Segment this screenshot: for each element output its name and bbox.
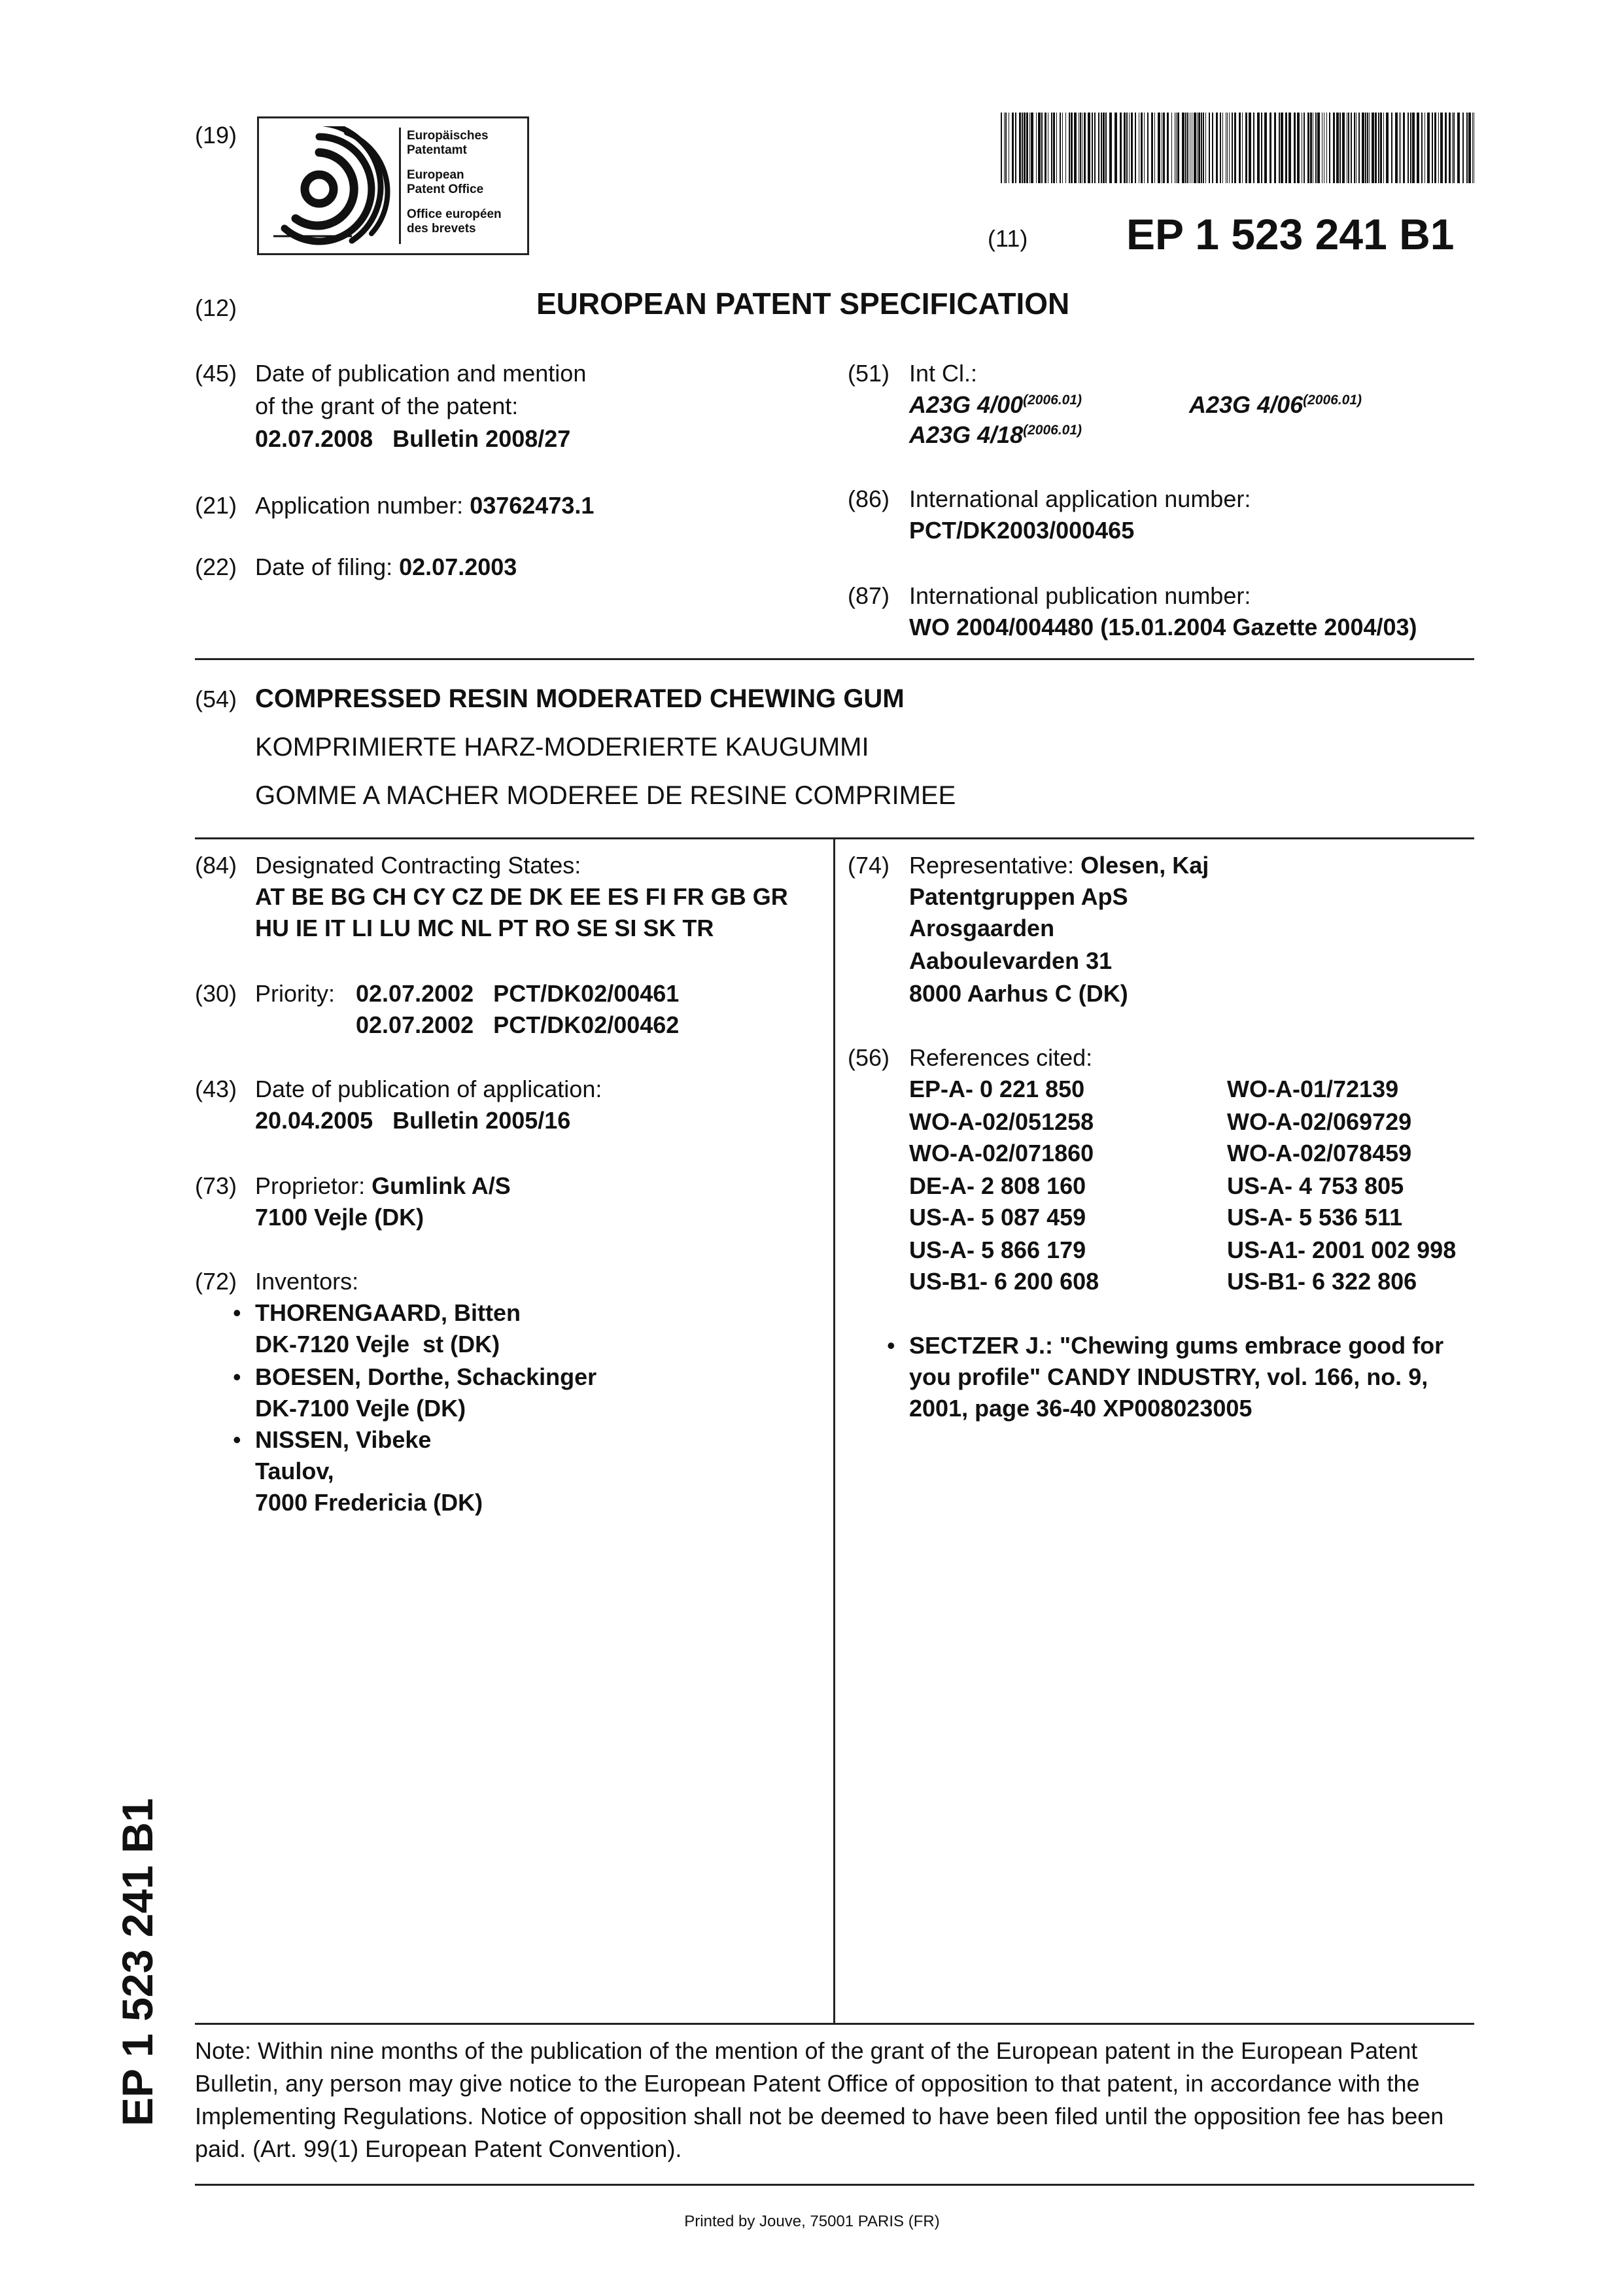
barcode-bar bbox=[1126, 113, 1128, 183]
representative-label: Representative: bbox=[909, 852, 1081, 879]
title-de: KOMPRIMIERTE HARZ-MODERIERTE KAUGUMMI bbox=[255, 733, 869, 762]
ipc-code: A23G 4/06 bbox=[1189, 391, 1304, 418]
application-publication-label: Date of publication of application: bbox=[255, 1076, 602, 1102]
barcode-bar bbox=[1185, 113, 1186, 183]
barcode-bar bbox=[1336, 113, 1339, 183]
proprietor-address: 7100 Vejle (DK) bbox=[255, 1204, 424, 1231]
barcode-bar bbox=[1198, 113, 1200, 183]
representative-line: 8000 Aarhus C (DK) bbox=[909, 980, 1128, 1007]
inventors-label: Inventors: bbox=[255, 1268, 359, 1295]
barcode-bar bbox=[1131, 113, 1133, 183]
divider bbox=[195, 2023, 1474, 2025]
barcode-bar bbox=[1229, 113, 1230, 183]
barcode-bar bbox=[1242, 113, 1243, 183]
barcode-bar bbox=[1209, 113, 1210, 183]
npl-reference-line: 2001, page 36-40 XP008023005 bbox=[909, 1395, 1253, 1422]
barcode-bar bbox=[1124, 113, 1126, 183]
barcode-bar bbox=[1019, 113, 1021, 183]
inid-12: (12) bbox=[195, 294, 237, 321]
barcode-bar bbox=[1354, 113, 1355, 183]
divider bbox=[195, 2184, 1474, 2186]
inventor-name: NISSEN, Vibeke bbox=[255, 1426, 432, 1453]
barcode-bar bbox=[1253, 113, 1254, 183]
side-publication-number: EP 1 523 241 B1 bbox=[113, 1798, 162, 2126]
inid-21: (21) bbox=[195, 492, 237, 519]
barcode-bar bbox=[1317, 113, 1320, 183]
inid-19: (19) bbox=[195, 122, 237, 149]
ipc-label: Int Cl.: bbox=[909, 360, 978, 387]
barcode-bar bbox=[1452, 113, 1453, 183]
designated-states-label: Designated Contracting States: bbox=[255, 852, 581, 879]
barcode-bar bbox=[1062, 113, 1063, 183]
barcode-bar bbox=[1114, 113, 1117, 183]
ipc-version: (2006.01) bbox=[1023, 423, 1082, 438]
barcode-bar bbox=[1222, 113, 1223, 183]
priority-label: Priority: bbox=[255, 980, 336, 1007]
reference: US-A1- 2001 002 998 bbox=[1227, 1236, 1457, 1263]
barcode-bar bbox=[1369, 113, 1370, 183]
barcode-bar bbox=[1038, 113, 1041, 183]
inventor-address: DK-7120 Vejle st (DK) bbox=[255, 1331, 500, 1358]
barcode-bar bbox=[1285, 113, 1287, 183]
inid-87: (87) bbox=[848, 582, 890, 609]
intl-publication-value: WO 2004/004480 (15.01.2004 Gazette 2004/03) bbox=[909, 614, 1417, 640]
bullet-icon: • bbox=[887, 1332, 895, 1359]
barcode-bar bbox=[1004, 113, 1005, 183]
barcode-bar bbox=[1245, 113, 1247, 183]
barcode-bar bbox=[1399, 113, 1400, 183]
barcode bbox=[1001, 113, 1475, 183]
reference: EP-A- 0 221 850 bbox=[909, 1076, 1085, 1102]
office-name-fr bbox=[407, 207, 502, 236]
barcode-bar bbox=[1129, 113, 1130, 183]
barcode-bar bbox=[1438, 113, 1439, 183]
barcode-bar bbox=[1457, 113, 1460, 183]
barcode-bar bbox=[1307, 113, 1309, 183]
note-line: paid. (Art. 99(1) European Patent Convention). bbox=[195, 2135, 682, 2162]
inid-54: (54) bbox=[195, 686, 237, 712]
barcode-bar bbox=[1026, 113, 1028, 183]
barcode-bar bbox=[1395, 113, 1398, 183]
reference: WO-A-02/071860 bbox=[909, 1140, 1094, 1166]
office-name-line: Patentamt bbox=[407, 143, 467, 157]
barcode-bar bbox=[1375, 113, 1377, 183]
intl-publication-label: International publication number: bbox=[909, 582, 1251, 609]
document-type: EUROPEAN PATENT SPECIFICATION bbox=[536, 287, 1070, 321]
barcode-bar bbox=[1257, 113, 1260, 183]
grant-date-value: 02.07.2008 Bulletin 2008/27 bbox=[255, 425, 571, 452]
barcode-bar bbox=[1249, 113, 1251, 183]
barcode-bar bbox=[1391, 113, 1392, 183]
office-name-line: Patent Office bbox=[407, 183, 484, 196]
barcode-bar bbox=[1279, 113, 1280, 183]
barcode-bar bbox=[1045, 113, 1046, 183]
barcode-bar bbox=[1216, 113, 1218, 183]
column-divider bbox=[833, 837, 835, 2023]
inid-73: (73) bbox=[195, 1172, 237, 1199]
inid-74: (74) bbox=[848, 852, 890, 879]
reference: WO-A-02/069729 bbox=[1227, 1108, 1412, 1135]
barcode-bar bbox=[1220, 113, 1221, 183]
barcode-bar bbox=[1445, 113, 1447, 183]
bullet-icon: • bbox=[233, 1299, 241, 1326]
barcode-bar bbox=[1060, 113, 1061, 183]
representative-line: Patentgruppen ApS bbox=[909, 883, 1128, 910]
barcode-bar bbox=[1462, 113, 1464, 183]
ipc-version: (2006.01) bbox=[1023, 393, 1082, 408]
proprietor bbox=[255, 1170, 511, 1202]
office-name-en bbox=[407, 168, 483, 197]
note-line: Note: Within nine months of the publication of the mention of the grant of the European patent in the European Patent bbox=[195, 2037, 1418, 2064]
barcode-bar bbox=[1358, 113, 1360, 183]
application-number-label: Application number: bbox=[255, 492, 470, 519]
barcode-bar bbox=[1412, 113, 1415, 183]
barcode-bar bbox=[1092, 113, 1093, 183]
barcode-bar bbox=[1274, 113, 1276, 183]
barcode-bar bbox=[1151, 113, 1153, 183]
barcode-bar bbox=[1351, 113, 1352, 183]
ipc-code-2 bbox=[1189, 389, 1362, 421]
office-name-line: Europäisches bbox=[407, 129, 489, 143]
barcode-bar bbox=[1380, 113, 1382, 183]
barcode-bar bbox=[1403, 113, 1405, 183]
inventor-name: BOESEN, Dorthe, Schackinger bbox=[255, 1363, 597, 1390]
reference: WO-A-02/051258 bbox=[909, 1108, 1094, 1135]
barcode-bar bbox=[1342, 113, 1345, 183]
barcode-graphic bbox=[1001, 113, 1475, 183]
priority-2: 02.07.2002 PCT/DK02/00462 bbox=[356, 1011, 680, 1038]
barcode-bar bbox=[1270, 113, 1271, 183]
inid-43: (43) bbox=[195, 1076, 237, 1102]
barcode-bar bbox=[1333, 113, 1335, 183]
barcode-bar bbox=[1144, 113, 1145, 183]
barcode-bar bbox=[1197, 113, 1198, 183]
barcode-bar bbox=[1310, 113, 1312, 183]
barcode-bar bbox=[1001, 113, 1002, 183]
application-number-value: 03762473.1 bbox=[470, 492, 595, 519]
inid-56: (56) bbox=[848, 1044, 890, 1071]
grant-date-label-2: of the grant of the patent: bbox=[255, 393, 519, 419]
barcode-bar bbox=[1466, 113, 1468, 183]
reference: US-A- 5 087 459 bbox=[909, 1204, 1086, 1231]
barcode-bar bbox=[1348, 113, 1349, 183]
representative-name: Olesen, Kaj bbox=[1080, 852, 1209, 879]
barcode-bar bbox=[1103, 113, 1105, 183]
title-en: COMPRESSED RESIN MODERATED CHEWING GUM bbox=[255, 684, 905, 713]
barcode-bar bbox=[1101, 113, 1102, 183]
grant-date-label-1: Date of publication and mention bbox=[255, 360, 587, 387]
inventor-address: 7000 Fredericia (DK) bbox=[255, 1489, 483, 1516]
title-fr: GOMME A MACHER MODEREE DE RESINE COMPRIMEE bbox=[255, 781, 956, 810]
barcode-bar bbox=[1022, 113, 1023, 183]
barcode-bar bbox=[1232, 113, 1233, 183]
application-publication-value: 20.04.2005 Bulletin 2005/16 bbox=[255, 1107, 571, 1134]
opposition-note bbox=[195, 2035, 1476, 2165]
representative-line: Arosgaarden bbox=[909, 915, 1055, 941]
barcode-bar bbox=[1056, 113, 1057, 183]
reference: US-A- 5 536 511 bbox=[1227, 1204, 1403, 1231]
designated-states-line-1: AT BE BG CH CY CZ DE DK EE ES FI FR GB GR bbox=[255, 883, 788, 910]
barcode-bar bbox=[1304, 113, 1305, 183]
barcode-bar bbox=[1440, 113, 1443, 183]
inid-72: (72) bbox=[195, 1268, 237, 1295]
references-label: References cited: bbox=[909, 1044, 1093, 1071]
epo-logo-box bbox=[257, 116, 529, 255]
barcode-bar bbox=[1187, 113, 1188, 183]
reference: US-B1- 6 322 806 bbox=[1227, 1268, 1417, 1295]
ipc-version: (2006.01) bbox=[1303, 393, 1362, 408]
filing-date-label: Date of filing: bbox=[255, 553, 400, 580]
barcode-bar bbox=[1053, 113, 1055, 183]
representative bbox=[909, 849, 1209, 882]
ipc-code-1 bbox=[909, 389, 1082, 421]
barcode-bar bbox=[1088, 113, 1090, 183]
barcode-bar bbox=[1094, 113, 1096, 183]
barcode-bar bbox=[1383, 113, 1384, 183]
barcode-bar bbox=[1194, 113, 1196, 183]
barcode-bar bbox=[1041, 113, 1043, 183]
barcode-bar bbox=[1065, 113, 1066, 183]
barcode-bar bbox=[1227, 113, 1228, 183]
office-name-de bbox=[407, 129, 489, 158]
reference: WO-A-02/078459 bbox=[1227, 1140, 1412, 1166]
proprietor-name: Gumlink A/S bbox=[371, 1172, 511, 1199]
barcode-bar bbox=[1171, 113, 1172, 183]
barcode-bar bbox=[1432, 113, 1433, 183]
barcode-bar bbox=[1288, 113, 1291, 183]
barcode-bar bbox=[1427, 113, 1430, 183]
reference: DE-A- 2 808 160 bbox=[909, 1172, 1086, 1199]
reference: US-A- 4 753 805 bbox=[1227, 1172, 1404, 1199]
barcode-bar bbox=[1264, 113, 1267, 183]
barcode-bar bbox=[1281, 113, 1283, 183]
bullet-icon: • bbox=[233, 1426, 241, 1453]
divider bbox=[195, 658, 1474, 660]
barcode-bar bbox=[1071, 113, 1073, 183]
barcode-bar bbox=[1315, 113, 1317, 183]
ipc-code-3 bbox=[909, 419, 1082, 451]
publication-number: EP 1 523 241 B1 bbox=[1126, 210, 1455, 258]
application-number bbox=[255, 489, 594, 522]
npl-reference-line: you profile" CANDY INDUSTRY, vol. 166, no. 9, bbox=[909, 1363, 1428, 1390]
barcode-bar bbox=[1294, 113, 1296, 183]
barcode-bar bbox=[1098, 113, 1099, 183]
barcode-bar bbox=[1261, 113, 1262, 183]
barcode-bar bbox=[1015, 113, 1016, 183]
intl-application-label: International application number: bbox=[909, 485, 1251, 512]
designated-states-line-2: HU IE IT LI LU MC NL PT RO SE SI SK TR bbox=[255, 915, 714, 941]
barcode-bar bbox=[1205, 113, 1206, 183]
barcode-bar bbox=[1201, 113, 1202, 183]
printer-footer: Printed by Jouve, 75001 PARIS (FR) bbox=[684, 2213, 940, 2230]
barcode-bar bbox=[1362, 113, 1364, 183]
barcode-bar bbox=[1453, 113, 1455, 183]
inid-86: (86) bbox=[848, 485, 890, 512]
office-name-line: des brevets bbox=[407, 222, 476, 236]
barcode-bar bbox=[1378, 113, 1379, 183]
barcode-bar bbox=[1036, 113, 1037, 183]
inventor-address: Taulov, bbox=[255, 1458, 334, 1484]
barcode-bar bbox=[1400, 113, 1401, 183]
inid-45: (45) bbox=[195, 360, 237, 387]
filing-date-value: 02.07.2003 bbox=[399, 553, 517, 580]
inventor-address: DK-7100 Vejle (DK) bbox=[255, 1395, 466, 1422]
inid-51: (51) bbox=[848, 360, 890, 387]
barcode-bar bbox=[1417, 113, 1419, 183]
barcode-bar bbox=[1069, 113, 1070, 183]
reference: US-A- 5 866 179 bbox=[909, 1236, 1086, 1263]
barcode-bar bbox=[1297, 113, 1300, 183]
barcode-bar bbox=[1135, 113, 1136, 183]
office-name-line: Office européen bbox=[407, 207, 502, 221]
bullet-icon: • bbox=[233, 1363, 241, 1390]
ipc-code: A23G 4/18 bbox=[909, 421, 1024, 448]
intl-application-value: PCT/DK2003/000465 bbox=[909, 517, 1135, 544]
barcode-bar bbox=[1326, 113, 1327, 183]
filing-date bbox=[255, 551, 517, 584]
barcode-bar bbox=[1024, 113, 1026, 183]
barcode-bar bbox=[1434, 113, 1436, 183]
barcode-bar bbox=[1408, 113, 1409, 183]
barcode-bar bbox=[1084, 113, 1086, 183]
barcode-bar bbox=[1105, 113, 1107, 183]
barcode-bar bbox=[1449, 113, 1451, 183]
barcode-bar bbox=[1468, 113, 1471, 183]
barcode-bar bbox=[1163, 113, 1165, 183]
note-line: Bulletin, any person may give notice to the European Patent Office of opposition to that patent, in accordance with the bbox=[195, 2070, 1420, 2097]
barcode-bar bbox=[1203, 113, 1204, 183]
barcode-bar bbox=[1182, 113, 1184, 183]
barcode-bar bbox=[1176, 113, 1177, 183]
inid-22: (22) bbox=[195, 553, 237, 580]
barcode-bar bbox=[1177, 113, 1179, 183]
barcode-bar bbox=[1234, 113, 1236, 183]
priority-1: 02.07.2002 PCT/DK02/00461 bbox=[356, 980, 680, 1007]
barcode-bar bbox=[1029, 113, 1030, 183]
barcode-bar bbox=[1386, 113, 1389, 183]
barcode-bar bbox=[1154, 113, 1155, 183]
barcode-bar bbox=[1339, 113, 1341, 183]
barcode-bar bbox=[1051, 113, 1052, 183]
ipc-code: A23G 4/00 bbox=[909, 391, 1024, 418]
proprietor-label: Proprietor: bbox=[255, 1172, 372, 1199]
barcode-bar bbox=[1141, 113, 1143, 183]
barcode-bar bbox=[1031, 113, 1033, 183]
barcode-bar bbox=[1120, 113, 1122, 183]
inid-84: (84) bbox=[195, 852, 237, 879]
inid-11: (11) bbox=[988, 225, 1028, 252]
epo-logo-icon bbox=[273, 126, 391, 247]
barcode-bar bbox=[1158, 113, 1160, 183]
barcode-bar bbox=[1365, 113, 1366, 183]
barcode-bar bbox=[1147, 113, 1149, 183]
barcode-bar bbox=[1421, 113, 1423, 183]
barcode-bar bbox=[1212, 113, 1213, 183]
inid-30: (30) bbox=[195, 980, 237, 1007]
barcode-bar bbox=[1167, 113, 1169, 183]
barcode-bar bbox=[1074, 113, 1077, 183]
barcode-bar bbox=[1005, 113, 1007, 183]
barcode-bar bbox=[1367, 113, 1368, 183]
barcode-bar bbox=[1329, 113, 1330, 183]
barcode-bar bbox=[1239, 113, 1241, 183]
reference: US-B1- 6 200 608 bbox=[909, 1268, 1099, 1295]
reference: WO-A-01/72139 bbox=[1227, 1076, 1399, 1102]
barcode-bar bbox=[1472, 113, 1473, 183]
note-line: Implementing Regulations. Notice of opposition shall not be deemed to have been filed until the opposition fee has been bbox=[195, 2103, 1444, 2129]
representative-line: Aaboulevarden 31 bbox=[909, 947, 1113, 974]
barcode-bar bbox=[1410, 113, 1411, 183]
barcode-bar bbox=[1012, 113, 1014, 183]
inventor-name: THORENGAARD, Bitten bbox=[255, 1299, 521, 1326]
office-name-line: European bbox=[407, 168, 464, 182]
barcode-bar bbox=[1080, 113, 1081, 183]
npl-reference-line: SECTZER J.: "Chewing gums embrace good for bbox=[909, 1332, 1444, 1359]
barcode-bar bbox=[1109, 113, 1112, 183]
barcode-bar bbox=[1372, 113, 1374, 183]
